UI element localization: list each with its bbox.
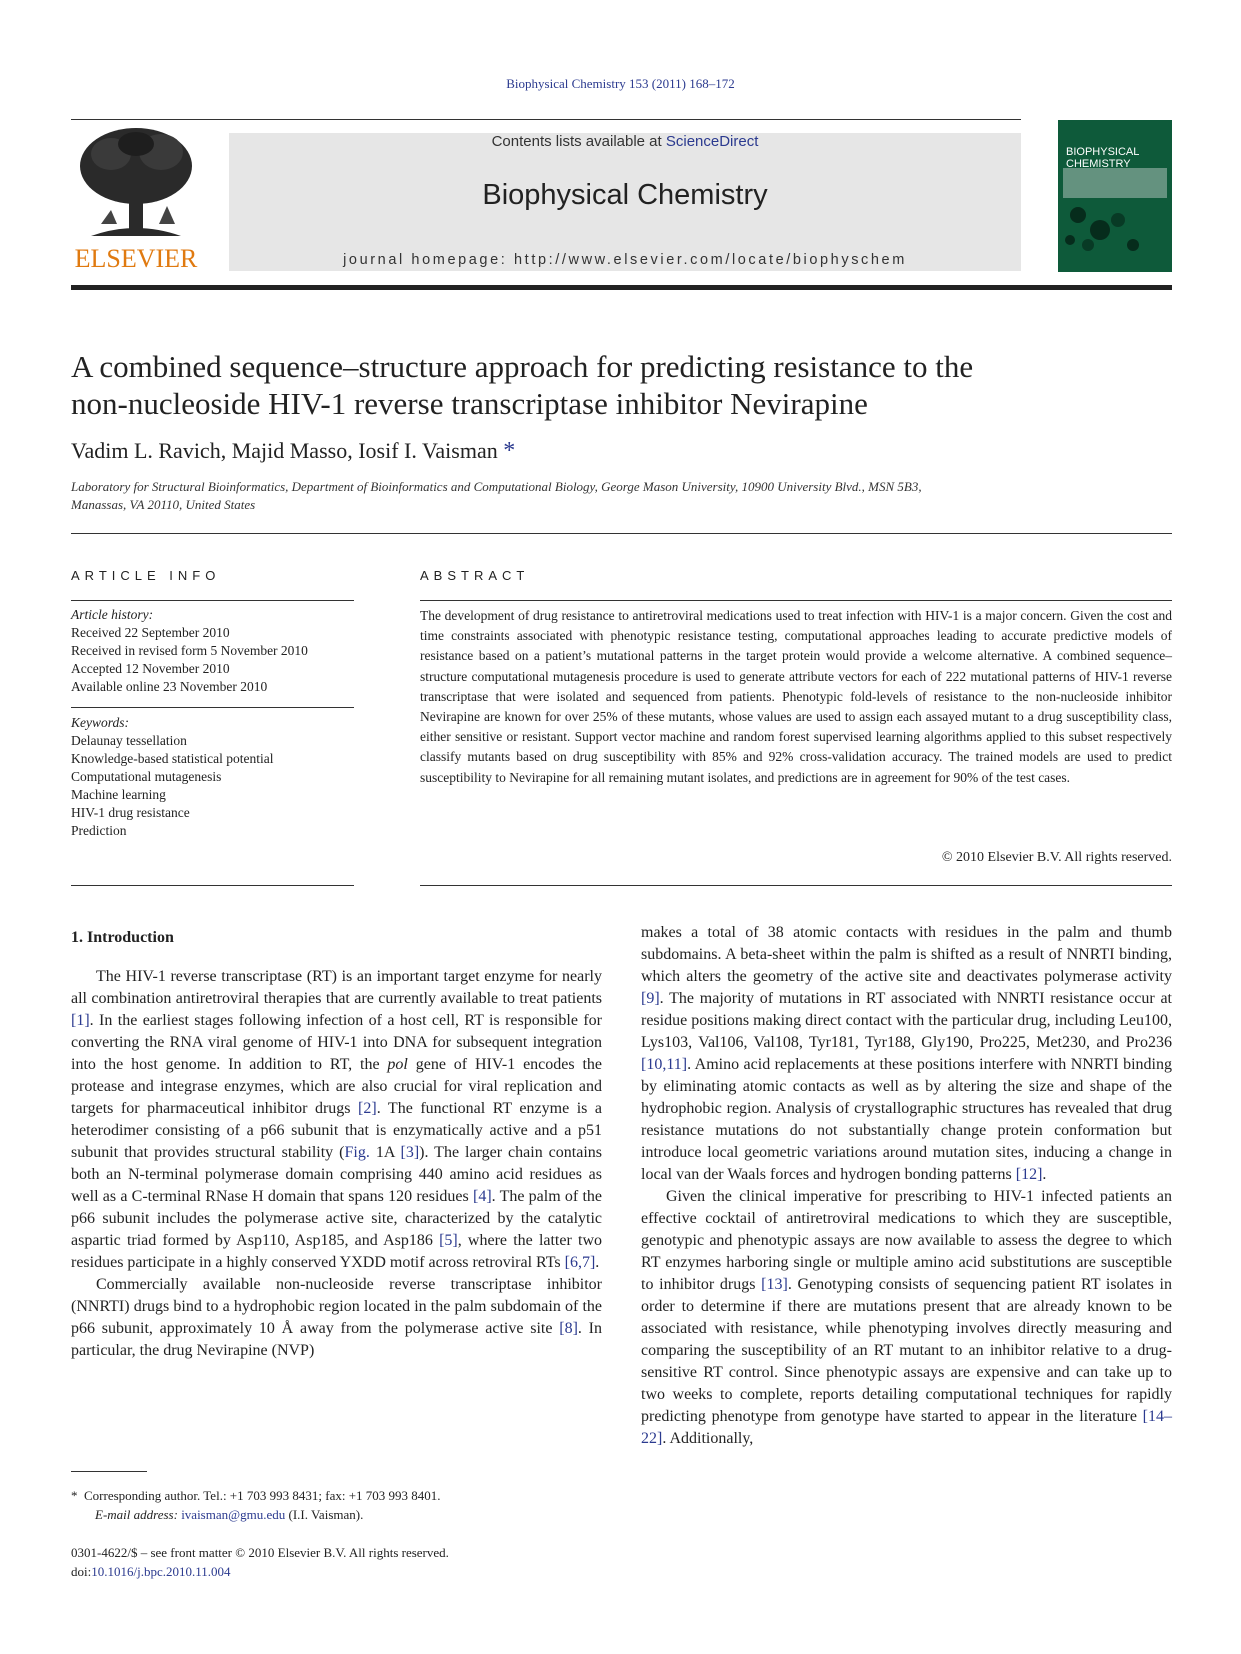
citation-link[interactable]: [4] (472, 1188, 492, 1205)
citation-link[interactable]: [3] (400, 1144, 420, 1161)
abstract-text: The development of drug resistance to antiretroviral medications used to treat infection with HIV-1 is a major concern. Given the cost and time constraints associated with phenotypic resistance testing, computational approaches leading to accurate predictive models of resistance based on a patient’s mutational patterns in the target protein would provide a welcome alternative. A combined sequence–structure computational mutagenesis procedure is used to generate attribute vectors for each of 222 mutational patterns of HIV-1 reverse transcriptase that were isolated and sequenced from patients. Phenotypic fold-levels of resistance to the non-nucleoside inhibitor Nevirapine are known for over 25% of these mutants, whose values are used to assign each assayed mutant to a drug susceptibility class, either sensitive or resistant. Support vector machine and random forest supervised learning algorithms applied to this subset respectively classify mutants based on drug susceptibility with 85% and 92% cross-validation accuracy. The trained models are used to predict susceptibility to Nevirapine for all remaining mutant isolates, and predictions are in agreement for 90% of the test cases. (420, 608, 1172, 785)
title-line1: A combined sequence–structure approach for predicting resistance to the (71, 349, 974, 384)
citation-link[interactable]: [9] (641, 990, 660, 1007)
footnote-mark: * (71, 1488, 78, 1503)
cover-art (1058, 120, 1172, 272)
abstract-rule (420, 600, 1172, 601)
author-list (71, 438, 515, 465)
footnote-contact: Corresponding author. Tel.: +1 703 993 8431; fax: +1 703 993 8401. (84, 1488, 441, 1503)
keyword-item: Machine learning (71, 787, 166, 802)
text-run: . In the earliest stages following infection of a host cell, RT is responsible for converting the RNA viral genome of HIV-1 into DNA for subsequent integration into the host genome. In addition to RT, the (71, 1012, 602, 1073)
text-run: . (595, 1254, 600, 1271)
cover-title-line1: BIOPHYSICAL (1066, 146, 1140, 158)
contents-prefix: Contents lists available at (491, 133, 666, 150)
journal-banner (229, 133, 1021, 271)
text-run: The HIV-1 reverse transcriptase (RT) is an important target enzyme for nearly all combination antiretroviral therapies that are currently available to treat patients (71, 968, 602, 1007)
affiliation-line1: Laboratory for Structural Bioinformatics, Department of Bioinformatics and Computational Biology, George Mason University, 10900 University Blvd., MSN 5B3, (71, 479, 922, 494)
text-run: ). The larger chain contains both an N-terminal polymerase domain comprising 440 amino acid residues as well as a C-terminal RNase H domain that spans 120 residues (71, 1144, 603, 1205)
text-run: . Amino acid replacements at these positions interfere with NNRTI binding by eliminating atomic contacts as well as by altering the size and shape of the hydrophobic region. Analysis of crystallographic structures has revealed that drug resistance mutations do not substantially change protein conformation but introduce local geometric variations around mutation sites, inducing a change in local van der Waals forces and hydrogen bonding patterns (641, 1056, 1172, 1183)
figure-link[interactable]: Fig. (344, 1144, 370, 1161)
citation-link[interactable]: [6,7] (564, 1254, 596, 1271)
text-run: . The functional RT enzyme is a heterodimer consisting of a p66 subunit that is enzymatically active and a p51 subunit that provides structural stability ( (71, 1100, 603, 1161)
keyword-item: Computational mutagenesis (71, 769, 222, 784)
contents-line (229, 133, 1021, 150)
citation-link[interactable]: [2] (358, 1100, 377, 1117)
journal-title: Biophysical Chemistry (482, 179, 768, 211)
affiliation (71, 478, 1172, 514)
citation-link[interactable]: [13] (761, 1276, 788, 1293)
citation-link[interactable]: [8] (559, 1320, 578, 1337)
cover-title (1066, 146, 1139, 170)
email-link[interactable]: ivaisman@gmu.edu (181, 1507, 286, 1522)
article-history (71, 606, 354, 696)
corresponding-author-footnote (71, 1486, 441, 1524)
footnote-rule (71, 1471, 147, 1472)
text-run: . In particular, the drug Nevirapine (NVP) (71, 1320, 603, 1359)
section-heading-introduction: 1. Introduction (71, 929, 174, 946)
keyword-item: Delaunay tessellation (71, 733, 187, 748)
footnote-line2 (71, 1505, 441, 1524)
keyword-item: HIV-1 drug resistance (71, 805, 190, 820)
citation-link[interactable]: [10,11] (641, 1056, 688, 1073)
citation-link[interactable]: [14–22] (641, 1408, 1172, 1447)
intro-paragraph-2 (71, 1274, 602, 1362)
email-label: E-mail address: (95, 1507, 182, 1522)
intro-paragraph-continued (641, 922, 1172, 1186)
affiliation-line2: Manassas, VA 20110, United States (71, 497, 256, 512)
article-title (71, 348, 1172, 422)
section-rule (71, 533, 1172, 534)
keywords-rule (71, 707, 354, 708)
sciencedirect-link[interactable]: ScienceDirect (665, 133, 759, 150)
history-accepted: Accepted 12 November 2010 (71, 661, 230, 676)
cover-title-line2: CHEMISTRY (1066, 158, 1131, 170)
citation-link[interactable]: [5] (439, 1232, 458, 1249)
text-run: Given the clinical imperative for prescribing to HIV-1 infected patients an effective cocktail of antiretroviral medications to which they are susceptible, genotypic and phenotypic assays are now available to assess the degree to which RT enzymes harboring single or multiple amino acid substitutions are susceptible to inhibitor drugs (641, 1188, 1172, 1293)
authors-text: Vadim L. Ravich, Majid Masso, Iosif I. Vaisman (71, 438, 498, 463)
elsevier-wordmark: ELSEVIER (74, 244, 198, 273)
front-matter-info (71, 1543, 449, 1581)
abstract-heading: ABSTRACT (420, 568, 530, 583)
body-right-column (641, 922, 1172, 1450)
email-suffix: (I.I. Vaisman). (285, 1507, 364, 1522)
article-info-bottom-rule (71, 885, 354, 886)
keywords-label: Keywords: (71, 715, 129, 730)
intro-paragraph-3 (641, 1186, 1172, 1450)
doi-line (71, 1562, 449, 1581)
gene-name: pol (387, 1056, 408, 1073)
footnote-line1 (71, 1486, 441, 1505)
keywords (71, 714, 354, 840)
journal-homepage[interactable]: journal homepage: http://www.elsevier.com/locate/biophyschem (343, 252, 907, 268)
history-label: Article history: (71, 607, 154, 622)
article-info-heading: ARTICLE INFO (71, 568, 221, 583)
text-run: Commercially available non-nucleoside reverse transcriptase inhibitor (NNRTI) drugs bind to a hydrophobic region located in the palm subdomain of the p66 subunit, approximately 10 Å away from the polymerase active site (71, 1276, 602, 1337)
article-info-rule (71, 600, 354, 601)
history-revised: Received in revised form 5 November 2010 (71, 643, 308, 658)
title-line2: non-nucleoside HIV-1 reverse transcriptase inhibitor Nevirapine (71, 386, 868, 421)
text-run: . Additionally, (662, 1430, 754, 1447)
tree-icon (71, 124, 201, 244)
history-online: Available online 23 November 2010 (71, 679, 268, 694)
abstract-copyright: © 2010 Elsevier B.V. All rights reserved. (941, 850, 1172, 865)
doi-label: doi: (71, 1564, 92, 1579)
corresponding-author-mark[interactable]: * (503, 438, 516, 464)
elsevier-logo[interactable] (71, 124, 201, 274)
header-thick-rule (71, 285, 1172, 290)
doi-link[interactable]: 10.1016/j.bpc.2010.11.004 (91, 1564, 231, 1579)
keyword-item: Knowledge-based statistical potential (71, 751, 274, 766)
text-run: gene of HIV-1 encodes the protease and integrase enzymes, which are also crucial for viral replication and targets for pharmaceutical inhibitor drugs (71, 1056, 603, 1117)
header-top-rule (71, 119, 1021, 120)
issn-line: 0301-4622/$ – see front matter © 2010 Elsevier B.V. All rights reserved. (71, 1545, 449, 1560)
text-run: . The majority of mutations in RT associated with NNRTI resistance occur at residue positions making direct contact with the particular drug, including Leu100, Lys103, Val106, Val108, Tyr181, Tyr188, Gly190, Pro225, Met230, and Pro236 (641, 990, 1172, 1051)
journal-reference[interactable]: Biophysical Chemistry 153 (2011) 168–172 (506, 76, 735, 91)
text-run: . Genotyping consists of sequencing patient RT isolates in order to determine if there are mutations present that are already known to be associated with resistance, while phenotyping involves directly measuring and comparing the susceptibility of an RT mutant to an inhibitor relative to a drug-sensitive RT control. Since phenotypic assays are expensive and can take up to two weeks to complete, reports detailing computational techniques for rapidly predicting phenotype from genotype have started to appear in the literature (641, 1276, 1173, 1425)
text-run: , where the latter two residues participate in a highly conserved YXDD motif across retroviral RTs (71, 1232, 603, 1271)
citation-link[interactable]: [12] (1015, 1166, 1043, 1183)
abstract-bottom-rule (420, 885, 1172, 886)
journal-cover-image[interactable] (1058, 120, 1172, 272)
text-run: . (1042, 1166, 1047, 1183)
text-run: 1A (369, 1144, 401, 1161)
body-left-column (71, 966, 602, 1362)
text-run: makes a total of 38 atomic contacts with residues in the palm and thumb subdomains. A beta-sheet within the palm is shifted as a result of NNRTI binding, which alters the geometry of the active site and deactivates polymerase activity (641, 924, 1172, 985)
history-received: Received 22 September 2010 (71, 625, 230, 640)
intro-paragraph-1 (71, 966, 602, 1274)
keyword-item: Prediction (71, 823, 127, 838)
text-run: . The palm of the p66 subunit includes the polymerase active site, characterized by the catalytic aspartic triad formed by Asp110, Asp185, and Asp186 (71, 1188, 603, 1249)
citation-link[interactable]: [1] (71, 1012, 90, 1029)
